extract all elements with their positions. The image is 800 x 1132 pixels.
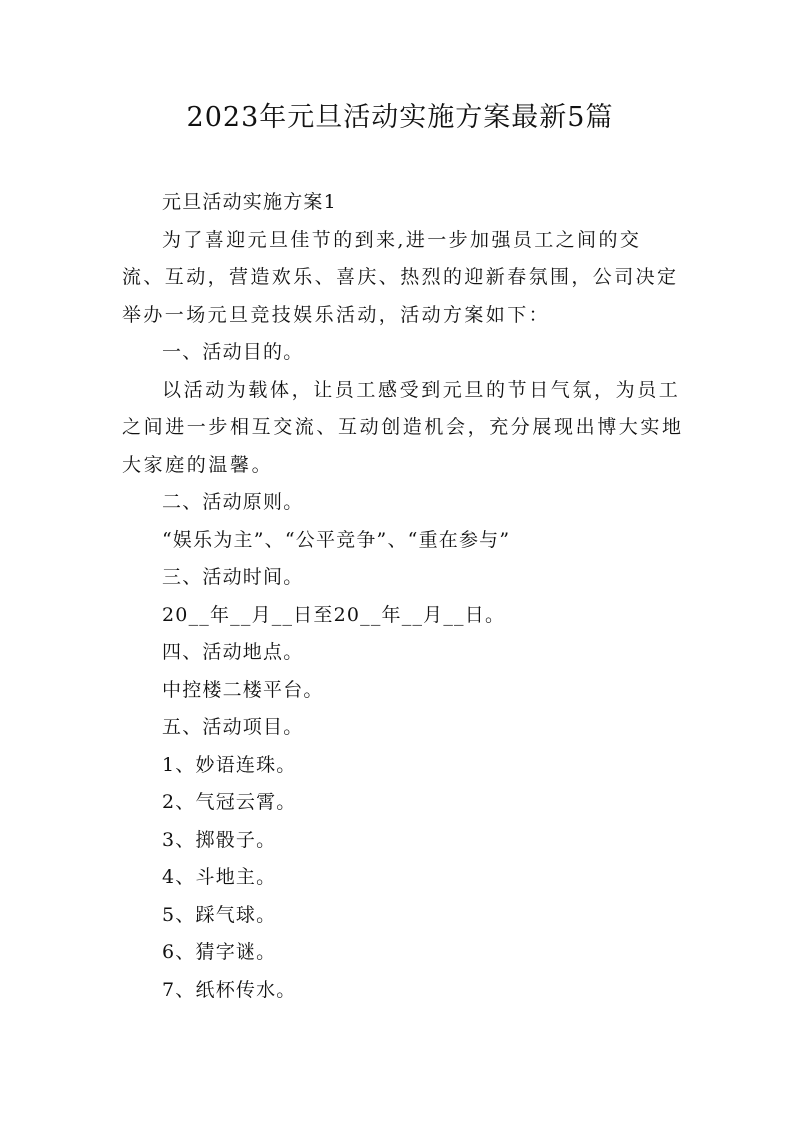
list-item: 3、掷骰子。: [162, 828, 277, 851]
list-item: 1、妙语连珠。: [162, 753, 297, 776]
document-body: [122, 184, 684, 1009]
location-text: 中控楼二楼平台。: [162, 678, 324, 701]
principle-heading: 二、活动原则。: [162, 491, 304, 513]
items-heading: 五、活动项目。: [162, 716, 304, 738]
time-text: 20__年__月__日至20__年__月__日。: [162, 603, 506, 626]
purpose-paragraph: 以活动为载体，让员工感受到元旦的节日气氛，为员工之间进一步相互交流、互动创造机会，充分展现出博大实地大家庭的温馨。: [122, 378, 684, 476]
purpose-heading: 一、活动目的。: [162, 341, 304, 363]
intro-paragraph: 为了喜迎元旦佳节的到来,进一步加强员工之间的交流、互动，营造欢乐、喜庆、热烈的迎新春氛围，公司决定举办一场元旦竞技娱乐活动，活动方案如下：: [122, 228, 679, 326]
time-heading: 三、活动时间。: [162, 566, 304, 588]
list-item: 7、纸杯传水。: [162, 978, 297, 1001]
list-item: 4、斗地主。: [162, 866, 277, 888]
principle-text: “娱乐为主”、“公平竞争”、“重在参与”: [162, 528, 511, 551]
list-item: 5、踩气球。: [162, 903, 277, 926]
list-item: 2、气冠云霄。: [162, 791, 297, 813]
location-heading: 四、活动地点。: [162, 641, 304, 663]
list-item: 6、猜字谜。: [162, 941, 277, 963]
document-title: 2023年元旦活动实施方案最新5篇: [186, 102, 614, 133]
section-heading: 元旦活动实施方案1: [162, 191, 337, 213]
